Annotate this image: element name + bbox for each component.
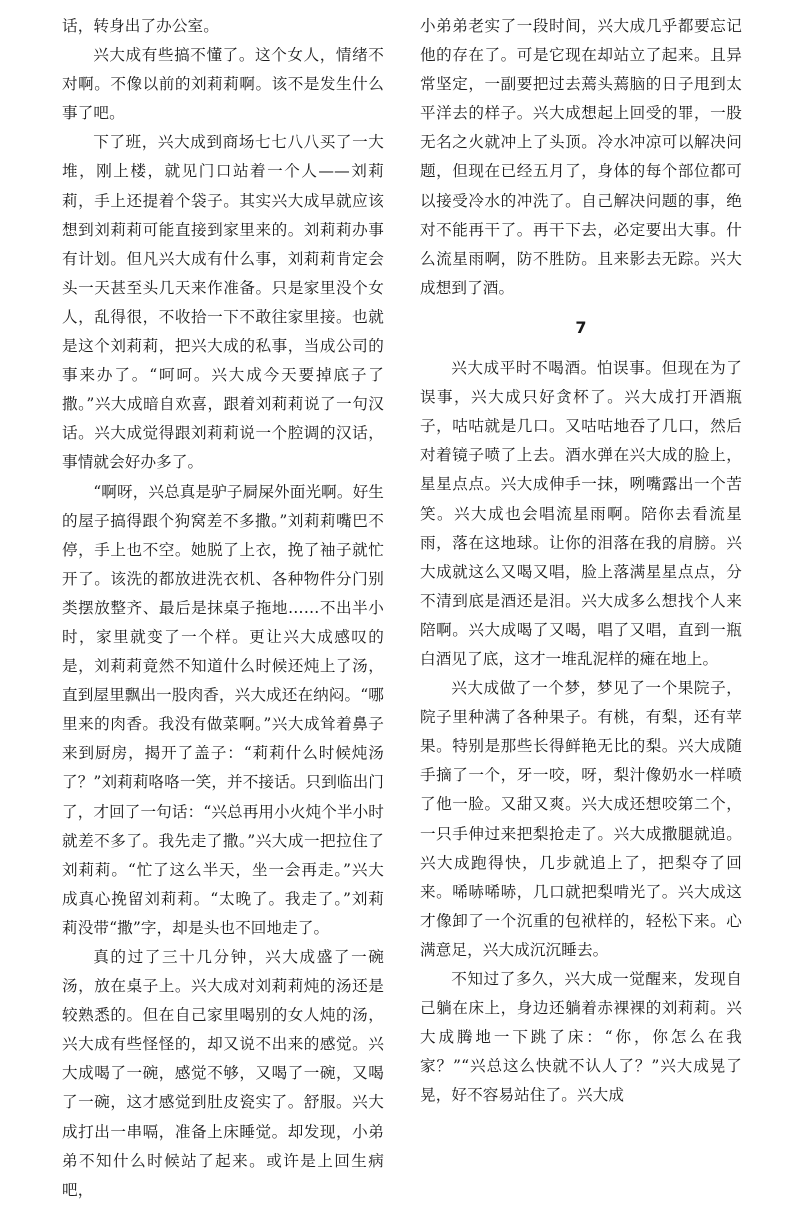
paragraph: 不知过了多久，兴大成一觉醒来，发现自己躺在床上，身边还躺着赤裸裸的刘莉莉。兴大成腾地一下跳了床：“你，你怎么在我家？”“兴总这么快就不认人了？”兴大成晃了晃，好不容易站住了。兴大成: [420, 970, 742, 1105]
paragraph: 下了班，兴大成到商场七七八八买了一大堆，刚上楼，就见门口站着一个人——刘莉莉，手上还提着个袋子。其实兴大成早就应该想到刘莉莉可能直接到家里来的。刘莉莉办事有计划。但凡兴大成有什么事，刘莉莉肯定会头一天甚至头几天来作准备。只是家里没个女人，乱得很，不收拾一下不敢往家里接。也就是这个刘莉莉，把兴大成的私事，当成公司的事来办了。“呵呵。兴大成今天要掉底子了撒。”兴大成暗自欢喜，跟着刘莉莉说了一句汉话。兴大成觉得跟刘莉莉说一个腔调的汉话，事情就会好办多了。: [62, 133, 384, 472]
paragraph: 兴大成做了一个梦，梦见了一个果院子，院子里种满了各种果子。有桃，有梨，还有苹果。特别是那些长得鲜艳无比的梨。兴大成随手摘了一个，牙一咬，呀，梨汁像奶水一样喷了他一脸。又甜又爽。兴大成还想咬第二个，一只手伸过来把梨抢走了。兴大成撒腿就追。兴大成跑得快，几步就追上了，把梨夺了回来。唏哧唏哧，几口就把梨啃光了。兴大成这才像卸了一个沉重的包袱样的，轻松下来。心满意足，兴大成沉沉睡去。: [420, 679, 742, 959]
paragraph: “啊呀，兴总真是驴子屙屎外面光啊。好生的屋子搞得跟个狗窝差不多撒。”刘莉莉嘴巴不停，手上也不空。她脱了上衣，挽了袖子就忙开了。该洗的都放进洗衣机、各种物件分门别类摆放整齐、最后是抹桌子拖地……不出半小时，家里就变了一个样。更让兴大成感叹的是，刘莉莉竟然不知道什么时候还炖上了汤，直到屋里飘出一股肉香，兴大成还在纳闷。“哪里来的肉香。我没有做菜啊。”兴大成耸着鼻子来到厨房，揭开了盖子：“莉莉什么时候炖汤了？”刘莉莉咯咯一笑，并不接话。只到临出门了，才回了一句话：“兴总再用小火炖个半小时就差不多了。我先走了撒。”兴大成一把拉住了刘莉莉。“忙了这么半天，坐一会再走。”兴大成真心挽留刘莉莉。“太晚了。我走了。”刘莉莉没带“撒”字，却是头也不回地走了。: [62, 482, 384, 937]
paragraph: 小弟弟老实了一段时间，兴大成几乎都要忘记他的存在了。可是它现在却站立了起来。且异常坚定，一副要把过去蔫头蔫脑的日子甩到太平洋去的样子。兴大成想起上回受的罪，一股无名之火就冲上了头顶。冷水冲凉可以解决问题，但现在已经五月了，身体的每个部位都可以接受冷水的冲洗了。自己解决问题的事，绝对不能再干了。再干下去，必定要出大事。什么流星雨啊，防不胜防。且来影去无踪。兴大成想到了酒。: [420, 17, 742, 297]
paragraph: 话，转身出了办公室。: [62, 17, 219, 35]
paragraph: 兴大成平时不喝酒。怕误事。但现在为了误事，兴大成只好贪杯了。兴大成打开酒瓶子，咕咕就是几口。又咕咕地吞了几口，然后对着镜子喷了上去。酒水弹在兴大成的脸上，星星点点。兴大成伸手一抹，咧嘴露出一个苦笑。兴大成也会唱流星雨啊。陪你去看流星雨，落在这地球。让你的泪落在我的肩膀。兴大成就这么又喝又唱，脸上落满星星点点，分不清到底是酒还是泪。兴大成多么想找个人来陪啊。兴大成喝了又喝，唱了又唱，直到一瓶白酒见了底，这才一堆乱泥样的瘫在地上。: [420, 359, 742, 668]
left-column: [62, 12, 384, 1205]
right-column: [420, 12, 742, 1110]
chapter-number: 7: [575, 317, 587, 337]
paragraph: 兴大成有些搞不懂了。这个女人，情绪不对啊。不像以前的刘莉莉啊。该不是发生什么事了吧。: [62, 46, 384, 123]
paragraph: 真的过了三十几分钟，兴大成盛了一碗汤，放在桌子上。兴大成对刘莉莉炖的汤还是较熟悉的。但在自己家里喝别的女人炖的汤，兴大成有些怪怪的，却又说不出来的感觉。兴大成喝了一碗，感觉不够，又喝了一碗，又喝了一碗，这才感觉到肚皮瓷实了。舒服。兴大成打出一串嗝，准备上床睡觉。却发现，小弟弟不知什么时候站了起来。或许是上回生病吧，: [62, 948, 384, 1199]
